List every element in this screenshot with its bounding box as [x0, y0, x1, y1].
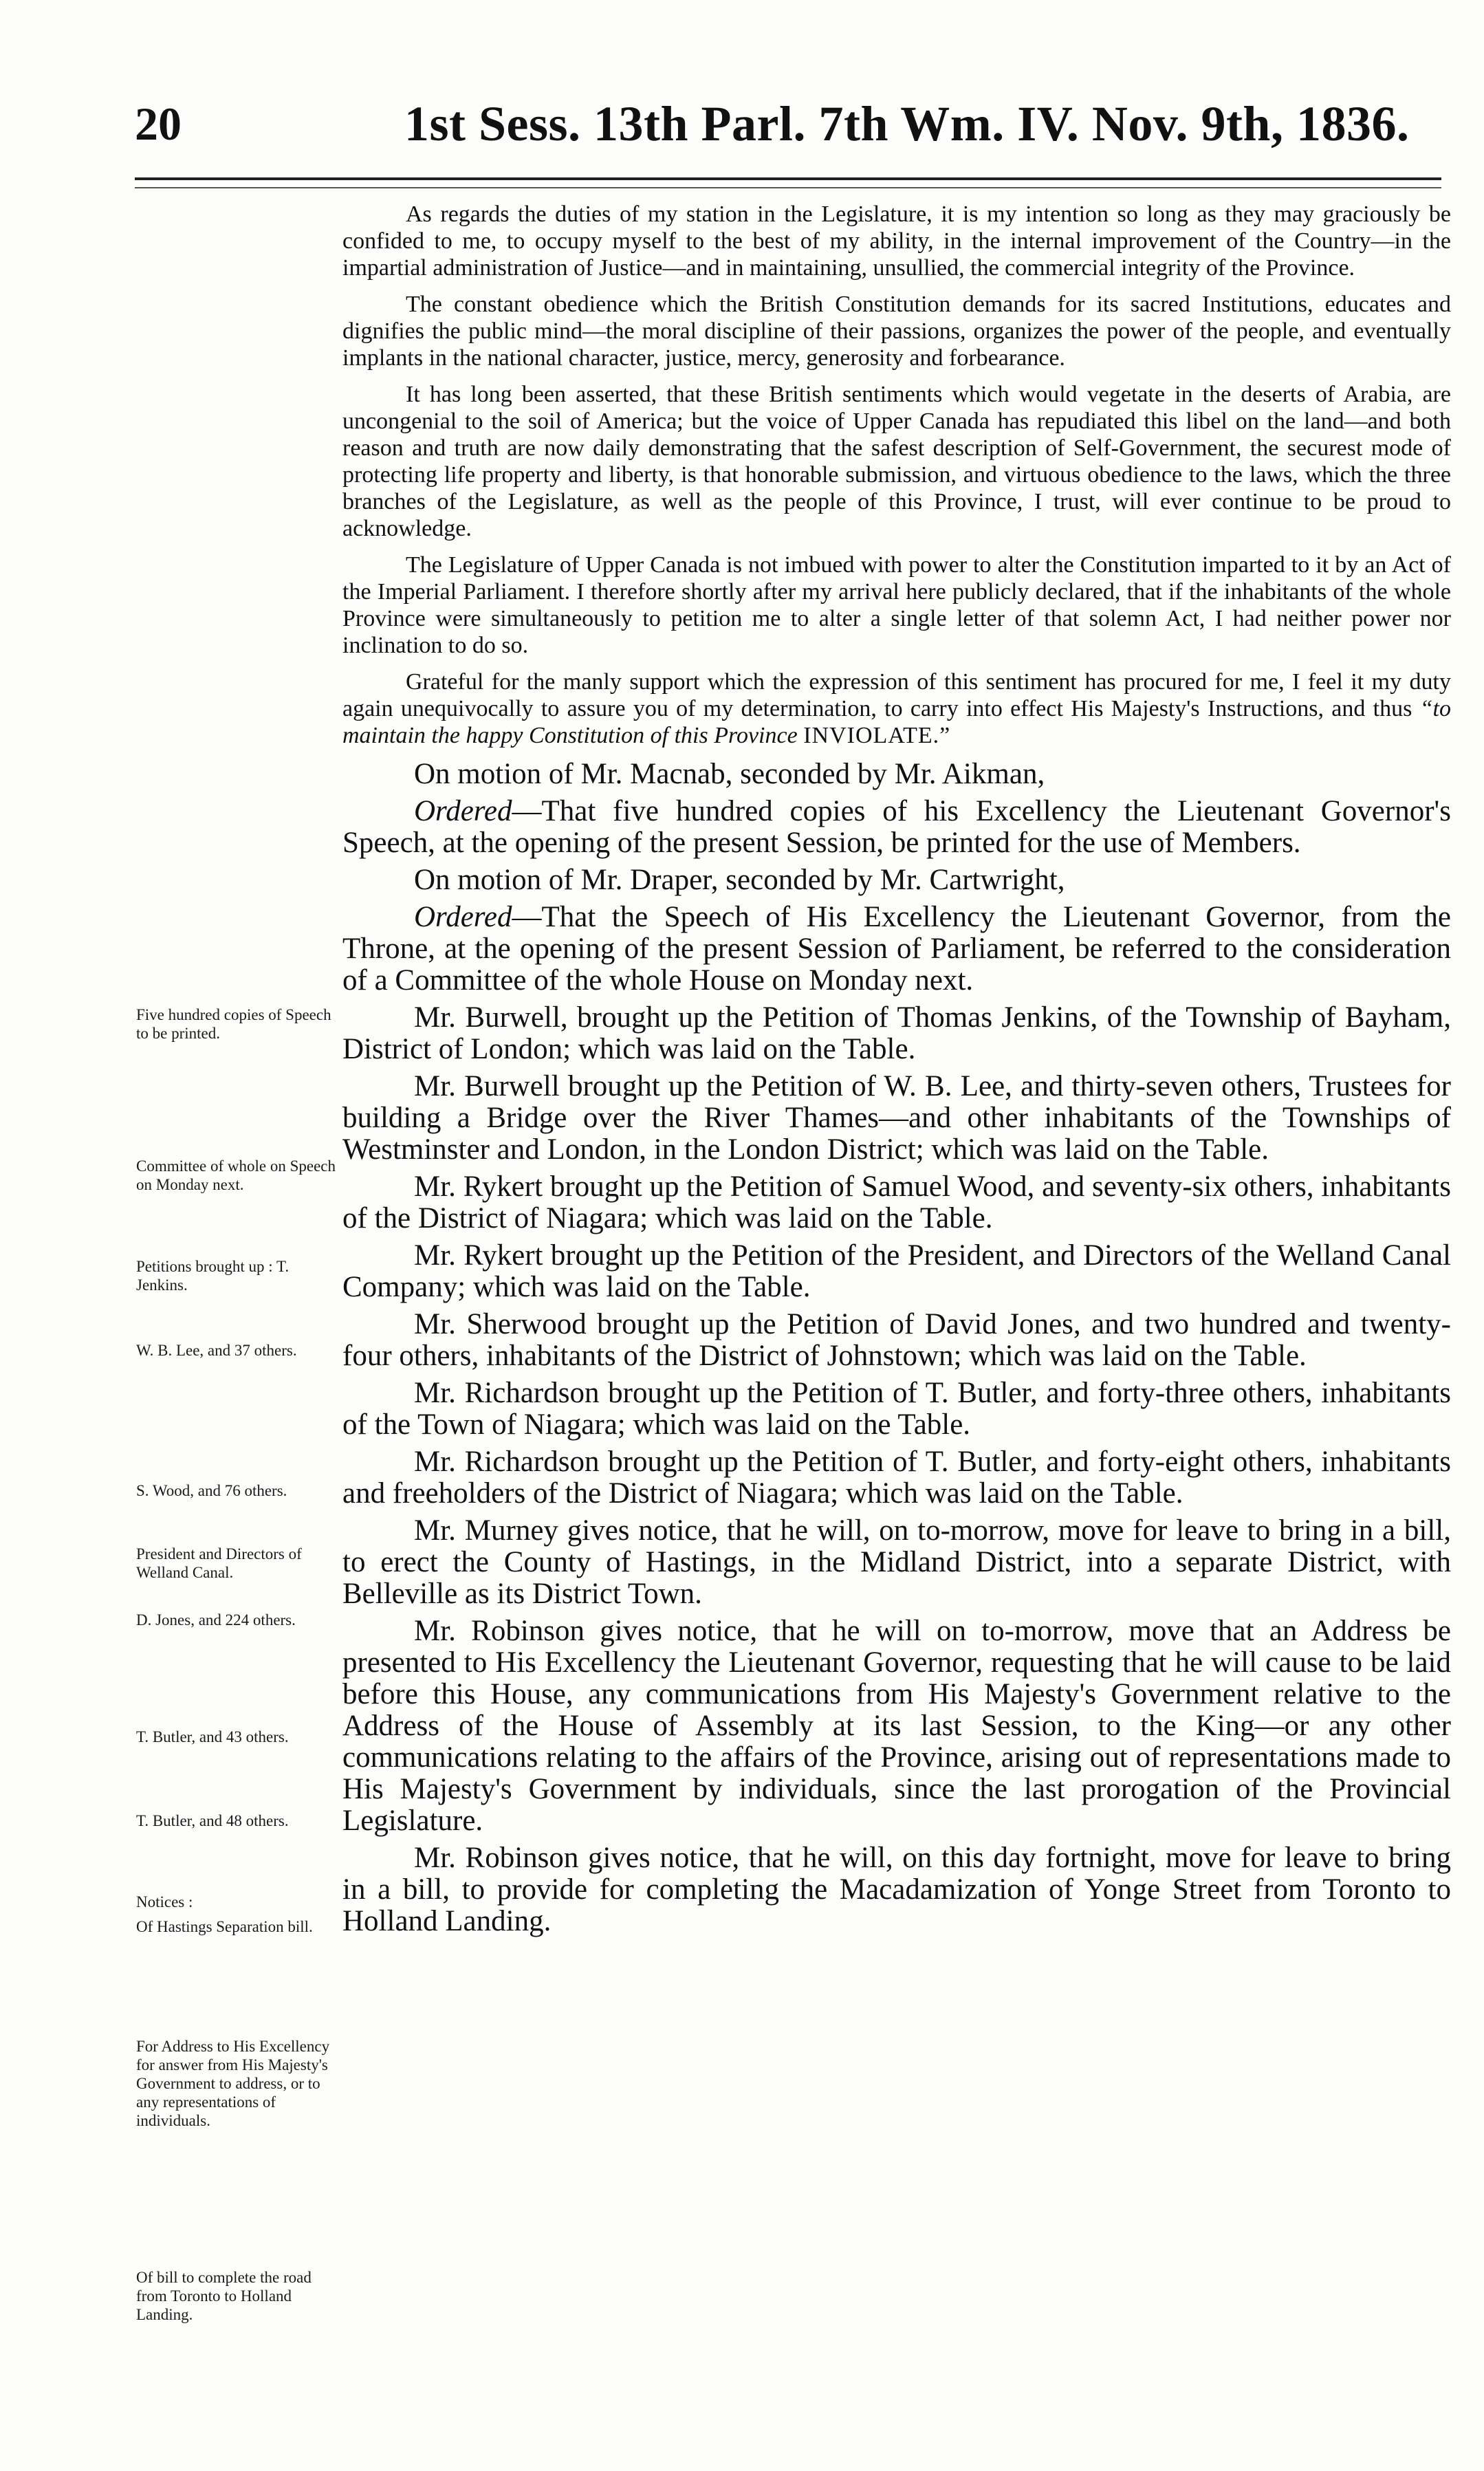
- header-rule-thin: [135, 187, 1441, 188]
- speech-paragraph-1: As regards the duties of my station in the Legislature, it is my intention so long as they may graciously be confided to me, to occupy myself to the best of my ability, in the internal improvement of the Country—in the impartial administration of Justice—and in maintaining, unsullied, the commercial integrity of the Province.: [342, 202, 1451, 281]
- order-speech-printed: [342, 796, 1451, 859]
- notice-hastings: Mr. Murney gives notice, that he will, on to-morrow, move for leave to bring in a bill, to erect the County of Hastings, in the Midland District, into a separate District, with Belleville as its District Town.: [342, 1514, 1451, 1610]
- speech-quote-end: INVIOLATE.”: [803, 723, 951, 748]
- page-header: [135, 96, 1455, 158]
- main-text: [342, 201, 1451, 1943]
- order-text: —That five hundred copies of his Excellency the Lieutenant Governor's Speech, at the opening of the present Session, be printed for the use of Members.: [342, 795, 1451, 859]
- petition-butler-43: Mr. Richardson brought up the Petition of T. Butler, and forty-three others, inhabitants of the Town of Niagara; which was laid on the Table.: [342, 1377, 1451, 1441]
- margin-note-road: Of bill to complete the road from Toronto to Holland Landing.: [136, 2269, 312, 2323]
- margin-note-petitions: Petitions brought up : T. Jenkins.: [136, 1258, 290, 1294]
- petition-lee: Mr. Burwell brought up the Petition of W. B. Lee, and thirty-seven others, Trustees for building a Bridge over the River Thames—and other inhabitants of the Townships of Westminster and London, in the London District; which was laid on the Table.: [342, 1070, 1451, 1166]
- ordered-label: Ordered: [414, 795, 512, 827]
- petition-jenkins: Mr. Burwell, brought up the Petition of Thomas Jenkins, of the Township of Bayham, District of London; which was laid on the Table.: [342, 1001, 1451, 1065]
- speech-paragraph-4: The Legislature of Upper Canada is not imbued with power to alter the Constitution imparted to it by an Act of the Imperial Parliament. I therefore shortly after my arrival here publicly declared, that if the inhabitants of the whole Province were simultaneously to petition me to alter a single letter of that solemn Act, I had neither power nor inclination to do so.: [342, 552, 1451, 658]
- notice-address: Mr. Robinson gives notice, that he will on to-morrow, move that an Address be presented to His Excellency the Lieutenant Governor, requesting that he will cause to be laid before this House, any communications from His Majesty's Government relative to the Address of the House of Assembly at its last Session, to the King—or any other communications relating to the affairs of the Province, arising out of representations made to His Majesty's Government by individuals, since the last prorogation of the Provincial Legislature.: [342, 1615, 1451, 1837]
- ordered-label: Ordered: [414, 901, 512, 933]
- speech-paragraph-5-start: Grateful for the manly support which the expression of this sentiment has procured for me, I feel it my duty again unequivocally to assure you of my determination, to carry into effect His Majesty's Instructions, and thus: [342, 669, 1451, 721]
- margin-note-jones: D. Jones, and 224 others.: [136, 1611, 296, 1629]
- petition-butler-48: Mr. Richardson brought up the Petition of T. Butler, and forty-eight others, inhabitants and freeholders of the District of Niagara; which was laid on the Table.: [342, 1446, 1451, 1510]
- running-head: 1st Sess. 13th Parl. 7th Wm. IV. Nov. 9th, 1836.: [404, 96, 1410, 151]
- speech-quote: “to maintain the happy Constitution of this Province: [342, 696, 1451, 748]
- motion-draper: On motion of Mr. Draper, seconded by Mr. Cartwright,: [414, 864, 1065, 896]
- motion-macnab: On motion of Mr. Macnab, seconded by Mr. Aikman,: [414, 758, 1045, 790]
- margin-note-notices: Notices :: [136, 1893, 193, 1911]
- margin-note-hastings: Of Hastings Separation bill.: [136, 1918, 313, 1935]
- margin-note-welland: President and Directors of Welland Canal.: [136, 1545, 302, 1581]
- margin-note-lee: W. B. Lee, and 37 others.: [136, 1342, 297, 1359]
- margin-note-address: For Address to His Excellency for answer from His Majesty's Government to address, or to any representations of individuals.: [136, 2038, 330, 2129]
- margin-note-speech-printed: Five hundred copies of Speech to be printed.: [136, 1006, 331, 1042]
- margin-note-butler-48: T. Butler, and 48 others.: [136, 1812, 289, 1829]
- page-number: 20: [135, 98, 182, 150]
- margin-note-wood: S. Wood, and 76 others.: [136, 1482, 287, 1499]
- order-committee: [342, 902, 1451, 997]
- speech-paragraph-5: [342, 668, 1451, 749]
- speech-paragraph-2: The constant obedience which the British Constitution demands for its sacred Institutions, educates and dignifies the public mind—the moral discipline of their passions, organizes the power of the people, and eventually implants in the national character, justice, mercy, generosity and forbearance.: [342, 292, 1451, 371]
- margin-note-butler-43: T. Butler, and 43 others.: [136, 1728, 289, 1745]
- order-text: —That the Speech of His Excellency the Lieutenant Governor, from the Throne, at the opening of the present Session of Parliament, be referred to the consideration of a Committee of the whole House on Monday next.: [342, 901, 1451, 997]
- petition-wood: Mr. Rykert brought up the Petition of Samuel Wood, and seventy-six others, inhabitants of the District of Niagara; which was laid on the Table.: [342, 1171, 1451, 1234]
- header-rule: [135, 177, 1441, 180]
- petition-welland: Mr. Rykert brought up the Petition of the President, and Directors of the Welland Canal Company; which was laid on the Table.: [342, 1239, 1451, 1303]
- notice-road: Mr. Robinson gives notice, that he will, on this day fortnight, move for leave to bring in a bill, to provide for completing the Macadamization of Yonge Street from Toronto to Holland Landing.: [342, 1842, 1451, 1937]
- speech-paragraph-3: It has long been asserted, that these British sentiments which would vegetate in the deserts of Arabia, are uncongenial to the soil of America; but the voice of Upper Canada has repudiated this libel on the land—and both reason and truth are now daily demonstrating that the safest description of Self-Government, the securest mode of protecting life property and liberty, is that honorable submission, and virtuous obedience to the laws, which the three branches of the Legislature, as well as the people of this Province, I trust, will ever continue to be proud to acknowledge.: [342, 382, 1451, 541]
- margin-note-committee: Committee of whole on Speech on Monday next.: [136, 1157, 336, 1193]
- petition-jones: Mr. Sherwood brought up the Petition of David Jones, and two hundred and twenty-four others, inhabitants of the District of Johnstown; which was laid on the Table.: [342, 1308, 1451, 1372]
